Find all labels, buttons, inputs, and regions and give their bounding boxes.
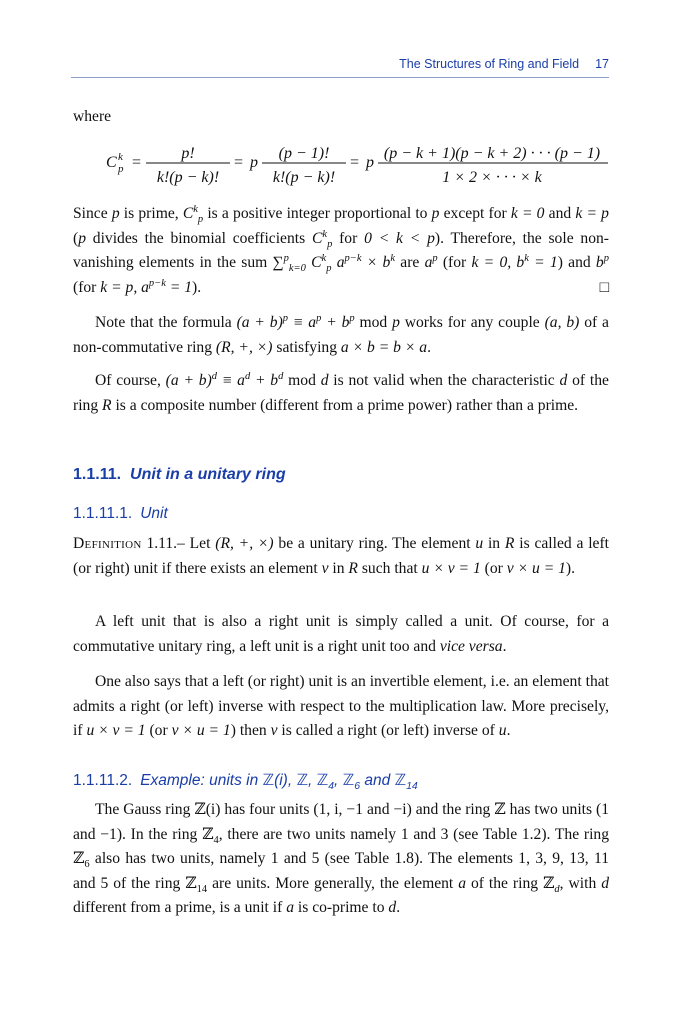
definition-paragraph: Definition 1.11.– Let (R, +, ×) be a unitary ring. The element u in R is called a left (or right) unit if there exists an element v in R such that u × v = 1 (or v × u = 1). <box>73 535 609 577</box>
where-label: where <box>73 108 112 125</box>
gauss-paragraph: The Gauss ring ℤ(i) has four units (1, i, −1 and −i) and the ring ℤ has two units (1 and −1). In the ring ℤ$_4$, there are two units namely 1 and 3 (see Table 1.2). The ring ℤ$_6$ also has two units, namely 1 and 5 (see Table 1.8). The elements 1, 3, 9, 13, 11 and 5 of the ring ℤ$_{14}$ are units. More generally, the element a of the ring ℤ$_d$, with d different from a prime, is a unit if a is co-prime to d. <box>73 801 610 916</box>
inverse-paragraph: One also says that a left (or right) unit is an invertible element, i.e. an element that admits a right (or left) inverse with respect to the multiplication law. More precisely, if u × v = 1 (or v × u = 1) then v is called a right (or left) inverse of u. <box>73 673 609 739</box>
section-heading <box>73 466 286 484</box>
frac2-numerator: (p − 1)! <box>278 145 330 162</box>
frac1-numerator: p! <box>181 145 195 162</box>
running-title: The Structures of Ring and Field <box>399 57 580 71</box>
frac1-denominator: k!(p − k)! <box>156 169 220 186</box>
header-rule <box>71 77 609 78</box>
subsection-number: 1.1.11.1. <box>73 505 133 522</box>
definition-label: Definition <box>73 535 142 552</box>
subsection-heading-unit <box>73 505 168 523</box>
frac3-denominator: 1 × 2 × · · · × k <box>442 169 542 186</box>
frac2-denominator: k!(p − k)! <box>272 169 336 186</box>
formula-lhs-sup: k <box>118 151 123 163</box>
formula-lhs: C <box>106 154 117 171</box>
left-unit-paragraph: A left unit that is also a right unit is simply called a unit. Of course, for a commutative unitary ring, a left unit is a right unit too and vice versa. <box>73 613 609 655</box>
section-title: Unit in a unitary ring <box>130 466 286 483</box>
page-number: 17 <box>595 57 609 71</box>
formula-factor-2: p <box>366 154 374 171</box>
formula-eq-2: = <box>234 154 244 171</box>
running-header <box>71 57 609 71</box>
qed-symbol: □ <box>599 278 609 296</box>
formula-factor-1: p <box>250 154 258 171</box>
note-paragraph: Note that the formula $(a + b)^p \equiv a^p + b^p$ mod p works for any couple (a, b) of a non-commutative ring (R, +, ×) satisfying a × b = b × a. <box>73 312 609 356</box>
section-number: 1.1.11. <box>73 466 122 483</box>
formula-lhs-sub: p <box>118 163 124 175</box>
formula-eq-3: = <box>350 154 360 171</box>
frac3-numerator: (p − k + 1)(p − k + 2) · · · (p − 1) <box>383 145 601 162</box>
binomial-formula <box>100 134 620 194</box>
proof-paragraph: Since p is prime, $C^k_p$ is a positive integer proportional to p except for k = 0 and k = p (p divides the binomial coefficients $C^k_p$ for 0 < k < p). Therefore, the sole non-vanishing elements in the sum ∑$^p_{k=0}$ $C^k_p$ $a^{p-k} \times b^k$ are $a^p$ (for k = 0, $b^k = 1$) and $b^p$ (for k = p, $a^{p-k} = 1$). □ <box>73 202 609 300</box>
subsection-title: Unit <box>140 505 168 522</box>
formula-eq-1: = <box>132 154 142 171</box>
course-paragraph: Of course, $(a + b)^d \equiv a^d + b^d$ mod d is not valid when the characteristic d of the ring R is a composite number (different from a prime power) rather than a prime. <box>73 370 609 414</box>
subsection-heading-example: 1.1.11.2. Example: units in ℤ(i), ℤ, ℤ$_4$, ℤ$_6$ and ℤ$_{14}$ <box>73 772 418 793</box>
